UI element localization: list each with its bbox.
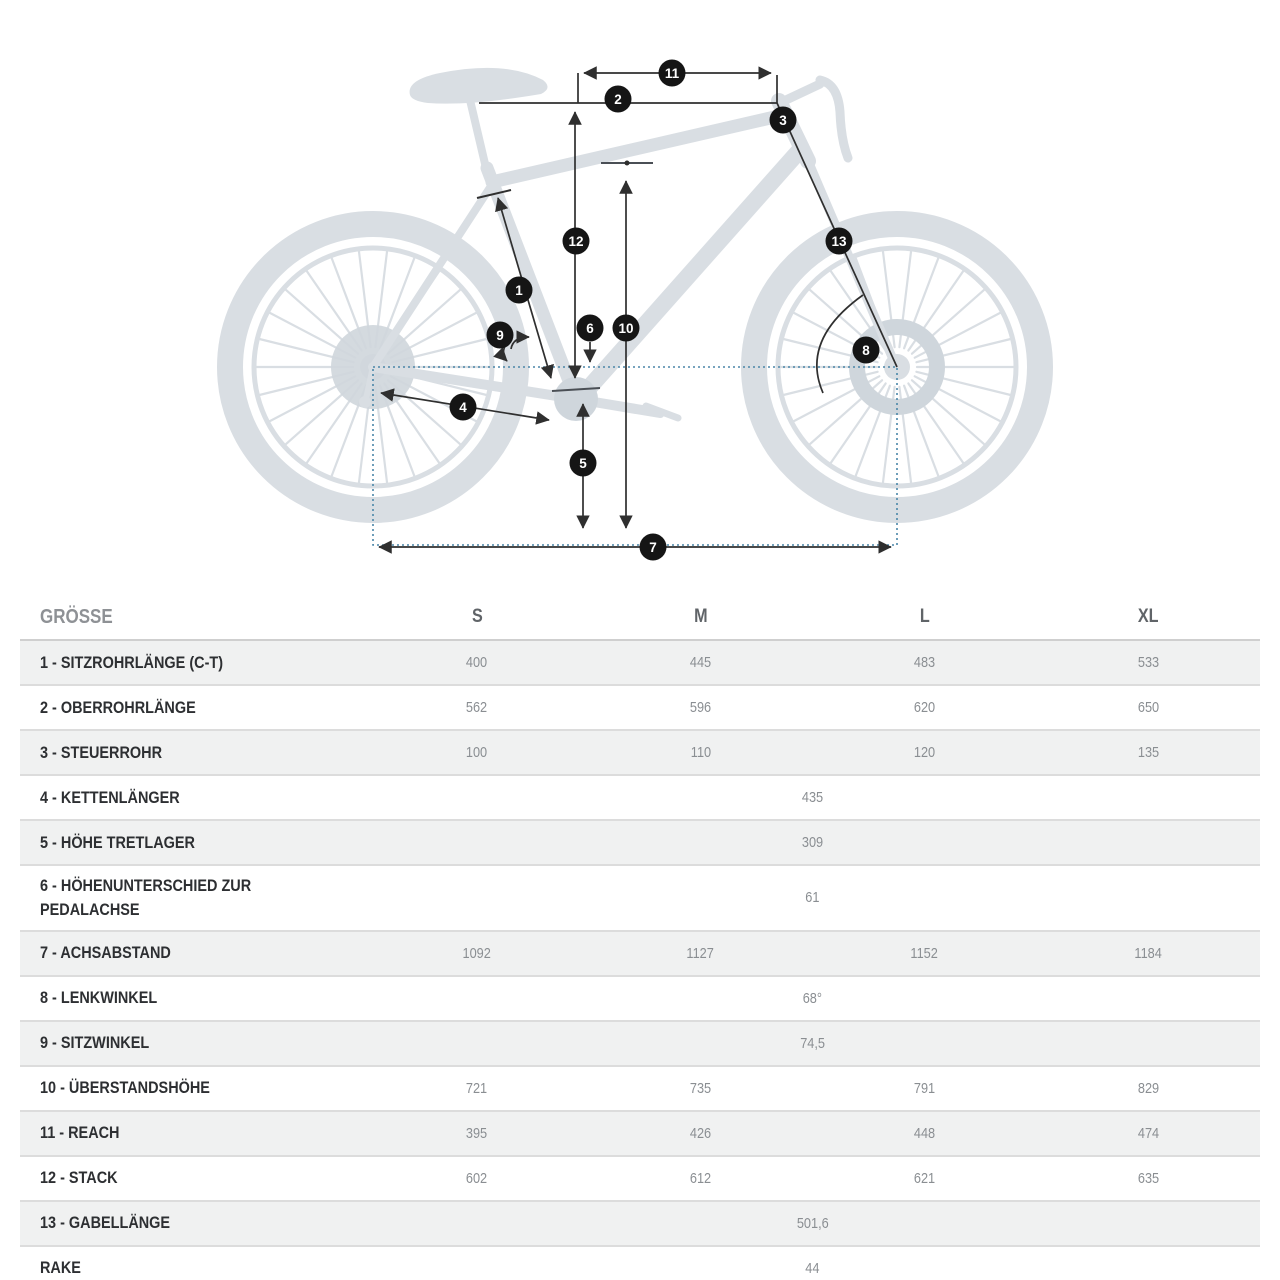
badge-12 bbox=[563, 228, 590, 255]
column-header-xl: XL bbox=[1137, 606, 1159, 627]
table-row bbox=[20, 821, 1260, 866]
svg-text:3: 3 bbox=[779, 113, 787, 128]
size-value: 829 bbox=[1137, 1079, 1159, 1097]
size-value: 1127 bbox=[686, 944, 715, 962]
merged-value: 309 bbox=[801, 834, 824, 851]
table-header bbox=[20, 595, 1260, 641]
svg-text:12: 12 bbox=[568, 234, 584, 249]
table-row bbox=[20, 686, 1260, 731]
row-label: 3 - STEUERROHR bbox=[40, 742, 163, 762]
column-header-s: S bbox=[471, 606, 483, 627]
svg-text:1: 1 bbox=[515, 283, 523, 298]
table-row bbox=[20, 776, 1260, 821]
size-value: 620 bbox=[913, 699, 936, 716]
table-row bbox=[20, 1247, 1260, 1280]
svg-text:8: 8 bbox=[862, 343, 870, 358]
size-value: 135 bbox=[1137, 744, 1159, 761]
table-row bbox=[20, 1022, 1260, 1067]
merged-value: 501,6 bbox=[796, 1214, 829, 1232]
size-value: 1152 bbox=[910, 944, 939, 962]
badge-1 bbox=[506, 277, 533, 304]
size-value: 448 bbox=[913, 1124, 936, 1142]
badge-7 bbox=[640, 534, 667, 561]
row-label: 4 - KETTENLÄNGER bbox=[40, 787, 180, 807]
size-value: 791 bbox=[913, 1079, 936, 1097]
badge-2 bbox=[605, 86, 632, 113]
row-label: 11 - REACH bbox=[40, 1123, 120, 1143]
table-row bbox=[20, 866, 1260, 932]
row-label: 8 - LENKWINKEL bbox=[40, 988, 158, 1008]
size-value: 635 bbox=[1137, 1169, 1159, 1187]
size-value: 596 bbox=[689, 699, 712, 716]
size-value: 533 bbox=[1137, 654, 1159, 671]
size-value: 1092 bbox=[462, 944, 492, 962]
row-label: RAKE bbox=[40, 1258, 81, 1278]
badge-5 bbox=[570, 450, 597, 477]
size-value: 445 bbox=[689, 654, 712, 671]
size-value: 474 bbox=[1137, 1124, 1159, 1142]
badge-9 bbox=[487, 322, 514, 349]
size-value: 395 bbox=[466, 1124, 488, 1142]
svg-text:6: 6 bbox=[586, 321, 594, 336]
row-label: 7 - ACHSABSTAND bbox=[40, 943, 171, 963]
row-label: 5 - HÖHE TRETLAGER bbox=[40, 832, 195, 852]
row-label: 10 - ÜBERSTANDSHÖHE bbox=[40, 1078, 210, 1098]
table-row bbox=[20, 932, 1260, 977]
svg-text:10: 10 bbox=[618, 321, 634, 336]
badge-4 bbox=[450, 394, 477, 421]
merged-value: 435 bbox=[801, 789, 824, 806]
svg-text:11: 11 bbox=[664, 66, 680, 81]
badge-10 bbox=[613, 315, 640, 342]
size-value: 602 bbox=[466, 1169, 488, 1187]
badge-3 bbox=[770, 107, 797, 134]
merged-value: 61 bbox=[805, 889, 820, 907]
table-body bbox=[20, 641, 1260, 1280]
row-label: 12 - STACK bbox=[40, 1168, 118, 1188]
size-value: 400 bbox=[466, 654, 488, 671]
svg-text:9: 9 bbox=[496, 328, 504, 343]
size-value: 1184 bbox=[1134, 944, 1162, 962]
table-row bbox=[20, 1112, 1260, 1157]
table-row bbox=[20, 1157, 1260, 1202]
badge-11 bbox=[659, 60, 686, 87]
column-header-l: L bbox=[919, 606, 930, 627]
svg-text:2: 2 bbox=[614, 92, 622, 107]
size-value: 721 bbox=[466, 1079, 488, 1097]
size-value: 621 bbox=[913, 1169, 936, 1187]
table-row bbox=[20, 1067, 1260, 1112]
table-row bbox=[20, 977, 1260, 1022]
size-value: 483 bbox=[913, 654, 936, 671]
size-value: 735 bbox=[689, 1079, 712, 1097]
row-label: 6 - HÖHENUNTERSCHIED ZUR PEDALACHSE bbox=[40, 876, 252, 919]
merged-value: 44 bbox=[805, 1259, 820, 1277]
svg-text:5: 5 bbox=[579, 456, 587, 471]
bike-geometry-diagram bbox=[0, 0, 1280, 595]
merged-value: 68° bbox=[802, 989, 823, 1007]
column-header-m: M bbox=[693, 606, 708, 627]
svg-text:4: 4 bbox=[459, 400, 467, 415]
table-row bbox=[20, 731, 1260, 776]
row-label: 2 - OBERROHRLÄNGE bbox=[40, 697, 196, 717]
size-value: 100 bbox=[466, 744, 488, 761]
geometry-table bbox=[20, 595, 1260, 1280]
badge-8 bbox=[853, 337, 880, 364]
row-label: 13 - GABELLÄNGE bbox=[40, 1213, 171, 1233]
size-value: 426 bbox=[689, 1124, 712, 1142]
size-header: GRÖSSE bbox=[40, 606, 113, 628]
row-label: 1 - SITZROHRLÄNGE (C-T) bbox=[40, 652, 224, 672]
bike-silhouette bbox=[230, 68, 1040, 510]
size-value: 562 bbox=[466, 699, 488, 716]
svg-text:7: 7 bbox=[649, 540, 657, 555]
svg-text:13: 13 bbox=[831, 234, 847, 249]
row-label: 9 - SITZWINKEL bbox=[40, 1033, 150, 1053]
size-value: 612 bbox=[689, 1169, 712, 1187]
table-row bbox=[20, 641, 1260, 686]
size-value: 650 bbox=[1137, 699, 1159, 716]
saddle bbox=[410, 68, 548, 104]
badge-6 bbox=[577, 315, 604, 342]
merged-value: 74,5 bbox=[800, 1034, 825, 1052]
badge-13 bbox=[826, 228, 853, 255]
table-row bbox=[20, 1202, 1260, 1247]
size-value: 120 bbox=[913, 744, 936, 761]
size-value: 110 bbox=[690, 744, 711, 761]
